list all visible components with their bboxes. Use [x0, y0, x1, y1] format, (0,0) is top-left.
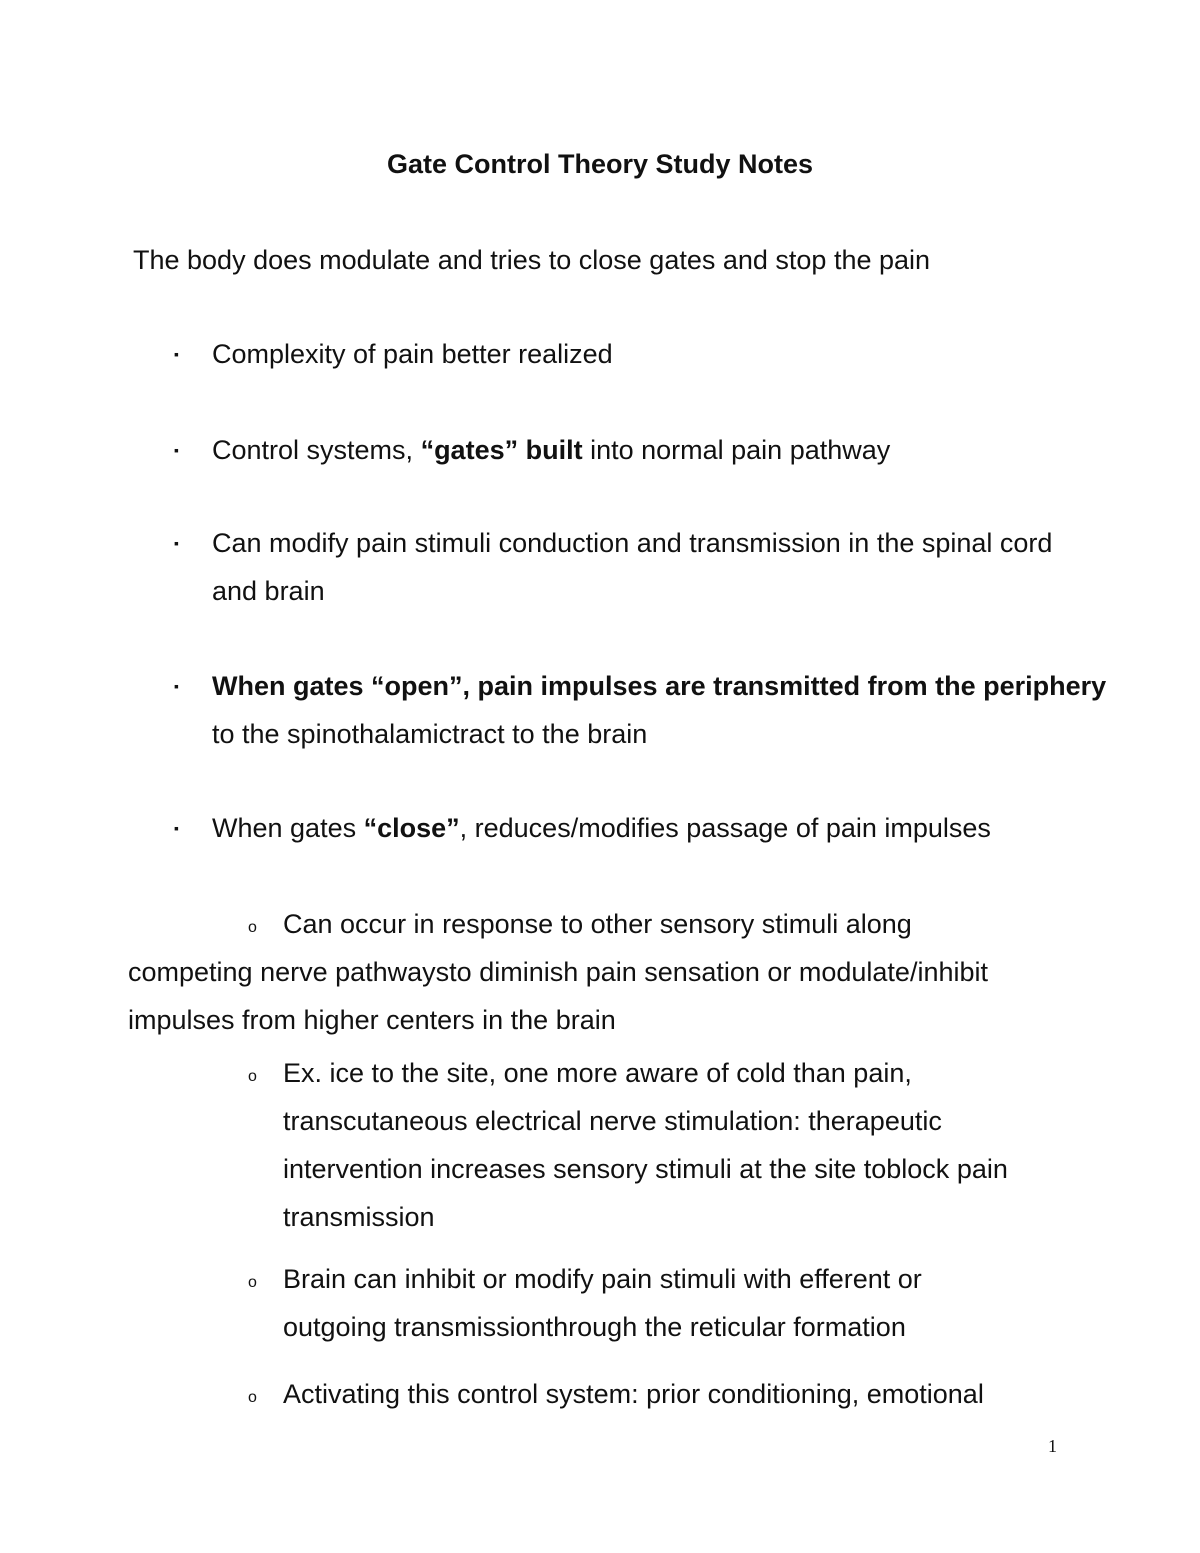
sub-bullet-text [283, 1255, 922, 1351]
sub-bullet-icon: o [248, 1274, 257, 1291]
sub-bullet-icon: o [248, 1068, 257, 1085]
sub-bullet-line: outgoing transmissionthrough the reticular formation [283, 1312, 906, 1342]
bullet-text-segment: When gates [212, 813, 364, 843]
bullet-icon: ▪ [174, 535, 179, 551]
paragraph-continuation-line: competing nerve pathwaysto diminish pain sensation or modulate/inhibit [128, 957, 988, 987]
sub-bullet-icon: o [248, 1389, 257, 1406]
bullet-line: Can modify pain stimuli conduction and transmission in the spinal cord [212, 528, 1053, 558]
bullet-text [212, 662, 1107, 758]
bullet-text-segment: , reduces/modifies passage of pain impulses [459, 813, 991, 843]
bullet-line [212, 804, 1092, 852]
intro-paragraph: The body does modulate and tries to close gates and stop the pain [133, 245, 931, 275]
bold-text-segment: “gates” built [420, 435, 583, 465]
sub-bullet-line: intervention increases sensory stimuli at the site toblock pain [283, 1154, 1008, 1184]
sub-bullet-icon: o [248, 919, 257, 936]
bullet-line: to the spinothalamictract to the brain [212, 719, 648, 749]
sub-bullet-text [283, 1049, 1008, 1241]
bullet-text [212, 426, 1092, 474]
bold-text-segment: “close” [363, 813, 460, 843]
sub-bullet-line: Activating this control system: prior conditioning, emotional [283, 1379, 984, 1409]
sub-bullet-text [283, 1370, 984, 1418]
bullet-text [212, 519, 1092, 615]
sub-bullet-line: Ex. ice to the site, one more aware of cold than pain, [283, 1058, 912, 1088]
page-title: Gate Control Theory Study Notes [386, 149, 814, 179]
bullet-text-segment: into normal pain pathway [582, 435, 891, 465]
sub-bullet-line: Brain can inhibit or modify pain stimuli with efferent or [283, 1264, 922, 1294]
sub-bullet-line: transcutaneous electrical nerve stimulation: therapeutic [283, 1106, 942, 1136]
bullet-icon: ▪ [174, 442, 179, 458]
bullet-text-segment: Control systems, [212, 435, 421, 465]
bullet-line: Complexity of pain better realized [212, 339, 613, 369]
paragraph-continuation-line: impulses from higher centers in the brain [128, 1005, 616, 1035]
bullet-text [212, 330, 1092, 378]
bullet-line: and brain [212, 576, 325, 606]
bullet-icon: ▪ [174, 678, 179, 694]
bullet-line [212, 426, 1092, 474]
sub-bullet-text [283, 900, 912, 948]
bullet-icon: ▪ [174, 820, 179, 836]
bullet-icon: ▪ [174, 346, 179, 362]
bold-text-segment: When gates “open”, pain impulses are transmitted from the periphery [212, 671, 1107, 701]
bullet-text [212, 804, 1092, 852]
sub-bullet-line: Can occur in response to other sensory stimuli along [283, 909, 912, 939]
sub-bullet-line: transmission [283, 1202, 435, 1232]
page-number: 1 [1048, 1436, 1057, 1456]
bullet-line [212, 662, 1107, 710]
